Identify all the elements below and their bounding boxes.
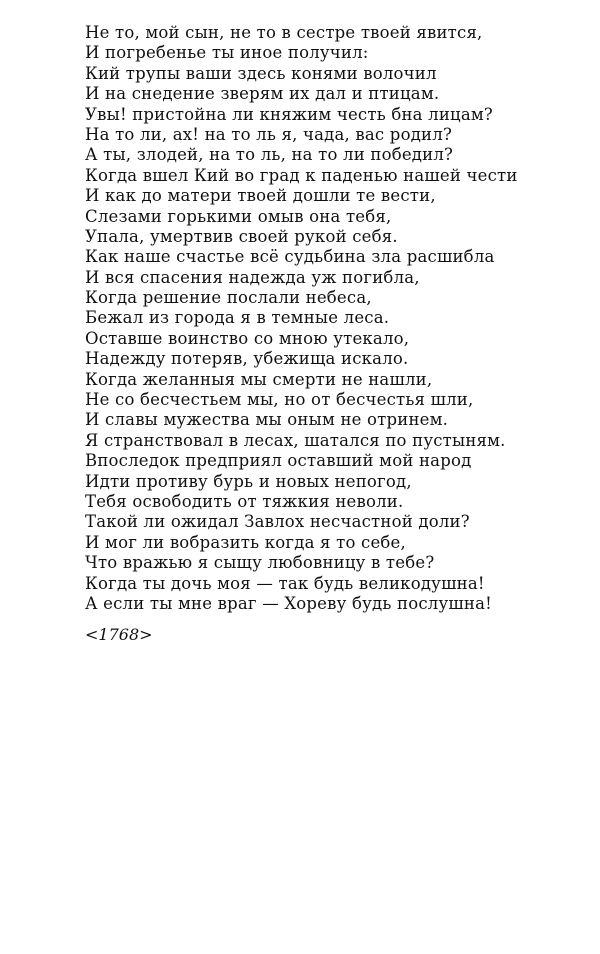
poem-line: Надежду потеряв, убежища искало. xyxy=(85,349,409,369)
poem-line: А если ты мне враг — Хореву будь послушна! xyxy=(85,593,492,613)
poem-line: И на снедение зверям их дал и птицам. xyxy=(85,84,440,104)
poem-line: И мог ли вобразить когда я то себе, xyxy=(85,532,406,552)
poem-line: Тебя освободить от тяжкия неволи. xyxy=(85,491,404,511)
poem-line: И славы мужества мы оным не отринем. xyxy=(85,410,449,430)
poem-line: Не то, мой сын, не то в сестре твоей явится, xyxy=(85,23,483,42)
poem-line: Бежал из города я в темные леса. xyxy=(85,308,390,328)
poem-line: Идти противу бурь и новых непогод, xyxy=(85,471,412,491)
poem-line: Как наше счастье всё судьбина зла расшибла xyxy=(85,247,495,267)
poem-line: Упала, умертвив своей рукой себя. xyxy=(85,226,398,246)
poem-line: Оставше воинство со мною утекало, xyxy=(85,328,410,348)
poem-line: И как до матери твоей дошли те вести, xyxy=(85,186,436,206)
poem-line: Не со бесчестьем мы, но от бесчестья шли, xyxy=(85,390,474,410)
poem-text xyxy=(85,23,585,614)
poem-line: И вся спасения надежда уж погибла, xyxy=(85,267,420,287)
poem-line: Когда решение послали небеса, xyxy=(85,288,372,308)
poem-line: Я странствовал в лесах, шатался по пустыням. xyxy=(85,430,506,450)
poem-line: Такой ли ожидал Завлох несчастной доли? xyxy=(85,512,470,532)
poem-line: Слезами горькими омыв она тебя, xyxy=(85,206,392,226)
poem-line: Увы! пристойна ли княжим честь бна лицам? xyxy=(85,104,493,124)
poem-line: И погребенье ты иное получил: xyxy=(85,43,369,63)
poem-line: Когда желанныя мы смерти не нашли, xyxy=(85,369,433,389)
poem-line: Когда ты дочь моя — так будь великодушна! xyxy=(85,573,485,593)
poem-line: Когда вшел Кий во град к паденью нашей чести xyxy=(85,165,518,185)
poem-date: <1768> xyxy=(85,625,153,644)
poem-line: На то ли, ах! на то ль я, чада, вас родил? xyxy=(85,124,452,144)
poem-line: Кий трупы ваши здесь конями волочил xyxy=(85,63,437,83)
poem-line: А ты, злодей, на то ль, на то ли победил? xyxy=(85,145,454,165)
poem-line: Что вражью я сыщу любовницу в тебе? xyxy=(85,553,435,573)
poem-line: Впоследок предприял оставший мой народ xyxy=(85,451,472,471)
